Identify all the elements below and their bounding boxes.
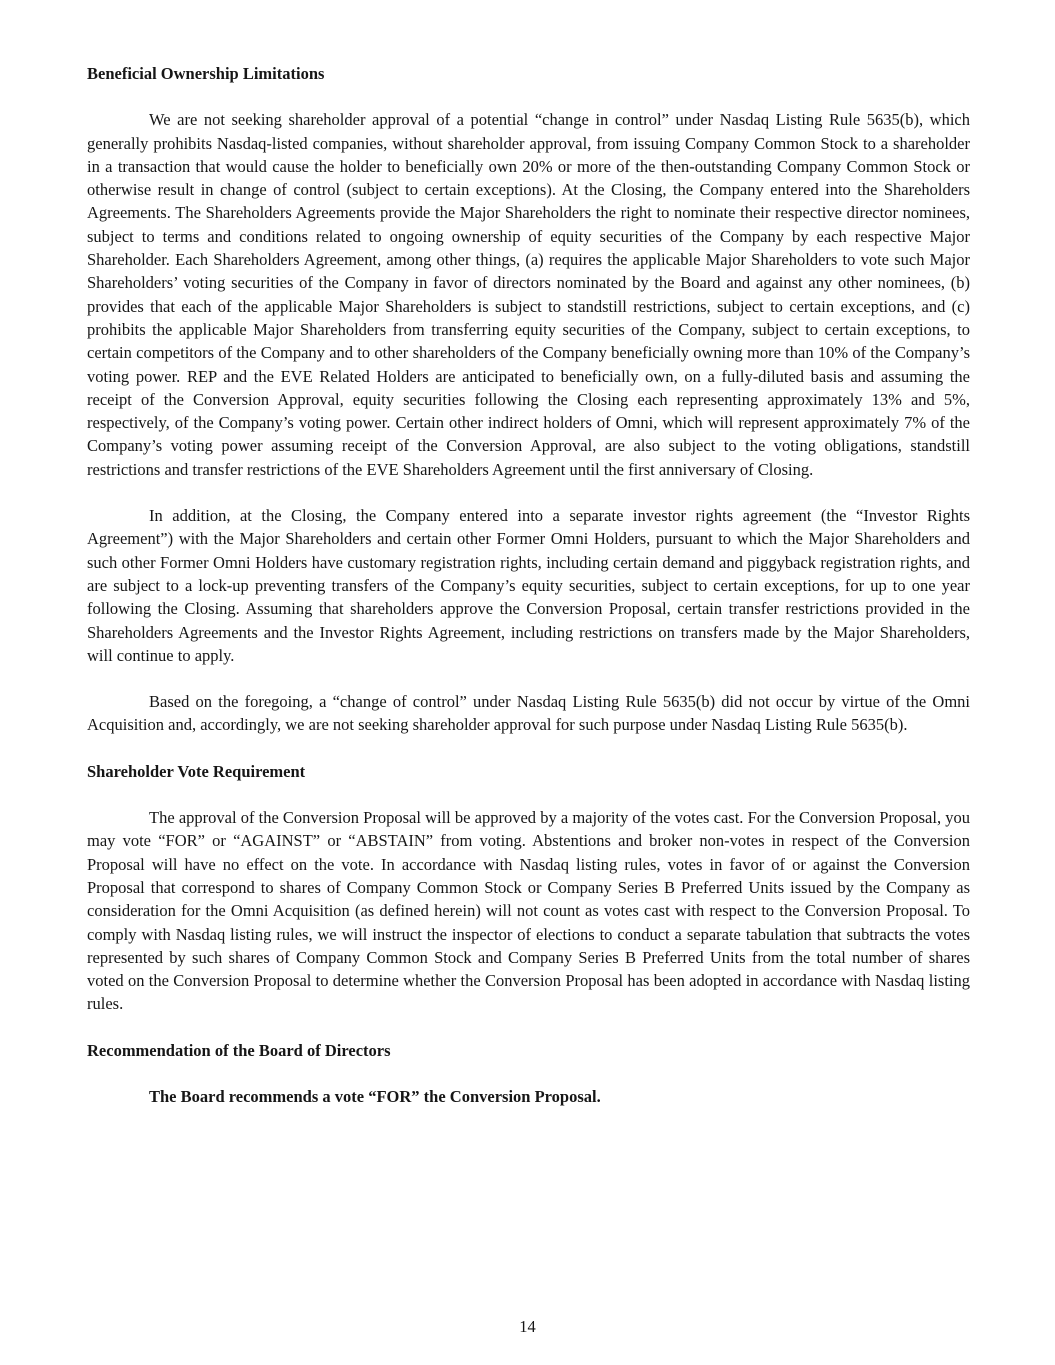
paragraph-based-on-foregoing: Based on the foregoing, a “change of control” under Nasdaq Listing Rule 5635(b) did not occur by virtue of the Omni Acquisition and, accordingly, we are not seeking shareholder approval for such purpose under Nasdaq Listing Rule 5635(b). xyxy=(87,692,970,735)
section-heading-shareholder-vote-requirement: Shareholder Vote Requirement xyxy=(87,761,306,781)
paragraph-change-in-control: We are not seeking shareholder approval of a potential “change in control” under Nasdaq Listing Rule 5635(b), which generally prohibits Nasdaq-listed companies, without shareholder approval, from issuing Company Common Stock to a shareholder in a transaction that would cause the holder to beneficially own 20% or more of the then-outstanding Company Common Stock or otherwise result in change of control (subject to certain exceptions). At the Closing, the Company entered into the Shareholders Agreements. The Shareholders Agreements provide the Major Shareholders the right to nominate their respective director nominees, subject to terms and conditions related to ongoing ownership of equity securities of the Company by each respective Major Shareholder. Each Shareholders Agreement, among other things, (a) requires the applicable Major Shareholders to vote such Major Shareholders’ voting securities of the Company in favor of directors nominated by the Board and against any other nominees, (b) provides that each of the applicable Major Shareholders is subject to standstill restrictions, subject to certain exceptions, and (c) prohibits the applicable Major Shareholders from transferring equity securities of the Company, subject to certain exceptions, to certain competitors of the Company and to other shareholders of the Company beneficially owning more than 10% of the Company’s voting power. REP and the EVE Related Holders are anticipated to beneficially own, on a fully-diluted basis and assuming the receipt of the Conversion Approval, equity securities following the Closing each representing approximately 13% and 5%, respectively, of the Company’s voting power. Certain other indirect holders of Omni, which will represent approximately 7% of the Company’s voting power assuming receipt of the Conversion Approval, are also subject to the voting obligations, standstill restrictions and transfer restrictions of the EVE Shareholders Agreement until the first anniversary of Closing. xyxy=(87,110,970,479)
board-recommendation-statement: The Board recommends a vote “FOR” the Conversion Proposal. xyxy=(149,1086,601,1106)
section-heading-board-recommendation: Recommendation of the Board of Directors xyxy=(87,1040,391,1060)
paragraph-vote-requirement: The approval of the Conversion Proposal will be approved by a majority of the votes cast. For the Conversion Proposal, you may vote “FOR” or “AGAINST” or “ABSTAIN” from voting. Abstentions and broker non-votes in respect of the Conversion Proposal will have no effect on the vote. In accordance with Nasdaq listing rules, votes in favor of or against the Conversion Proposal that correspond to shares of Company Common Stock or Company Series B Preferred Units issued by the Company as consideration for the Omni Acquisition (as defined herein) will not count as votes cast with respect to the Conversion Proposal. To comply with Nasdaq listing rules, we will instruct the inspector of elections to conduct a separate tabulation that subtracts the votes represented by such shares of Company Common Stock and Company Series B Preferred Units from the total number of shares voted on the Conversion Proposal to determine whether the Conversion Proposal has been adopted in accordance with Nasdaq listing rules. xyxy=(87,808,970,1014)
paragraph-investor-rights-agreement: In addition, at the Closing, the Company entered into a separate investor rights agreement (the “Investor Rights Agreement”) with the Major Shareholders and certain other Former Omni Holders, pursuant to which the Major Shareholders and such other Former Omni Holders have customary registration rights, including certain demand and piggyback registration rights, and are subject to a lock-up preventing transfers of the Company’s equity securities, subject to certain exceptions, for up to one year following the Closing. Assuming that shareholders approve the Conversion Proposal, certain transfer restrictions provided in the Shareholders Agreements and the Investor Rights Agreement, including restrictions on transfers made by the Major Shareholders, will continue to apply. xyxy=(87,506,970,665)
section-heading-beneficial-ownership-limitations: Beneficial Ownership Limitations xyxy=(87,64,325,83)
page-number: 14 xyxy=(519,1316,536,1336)
